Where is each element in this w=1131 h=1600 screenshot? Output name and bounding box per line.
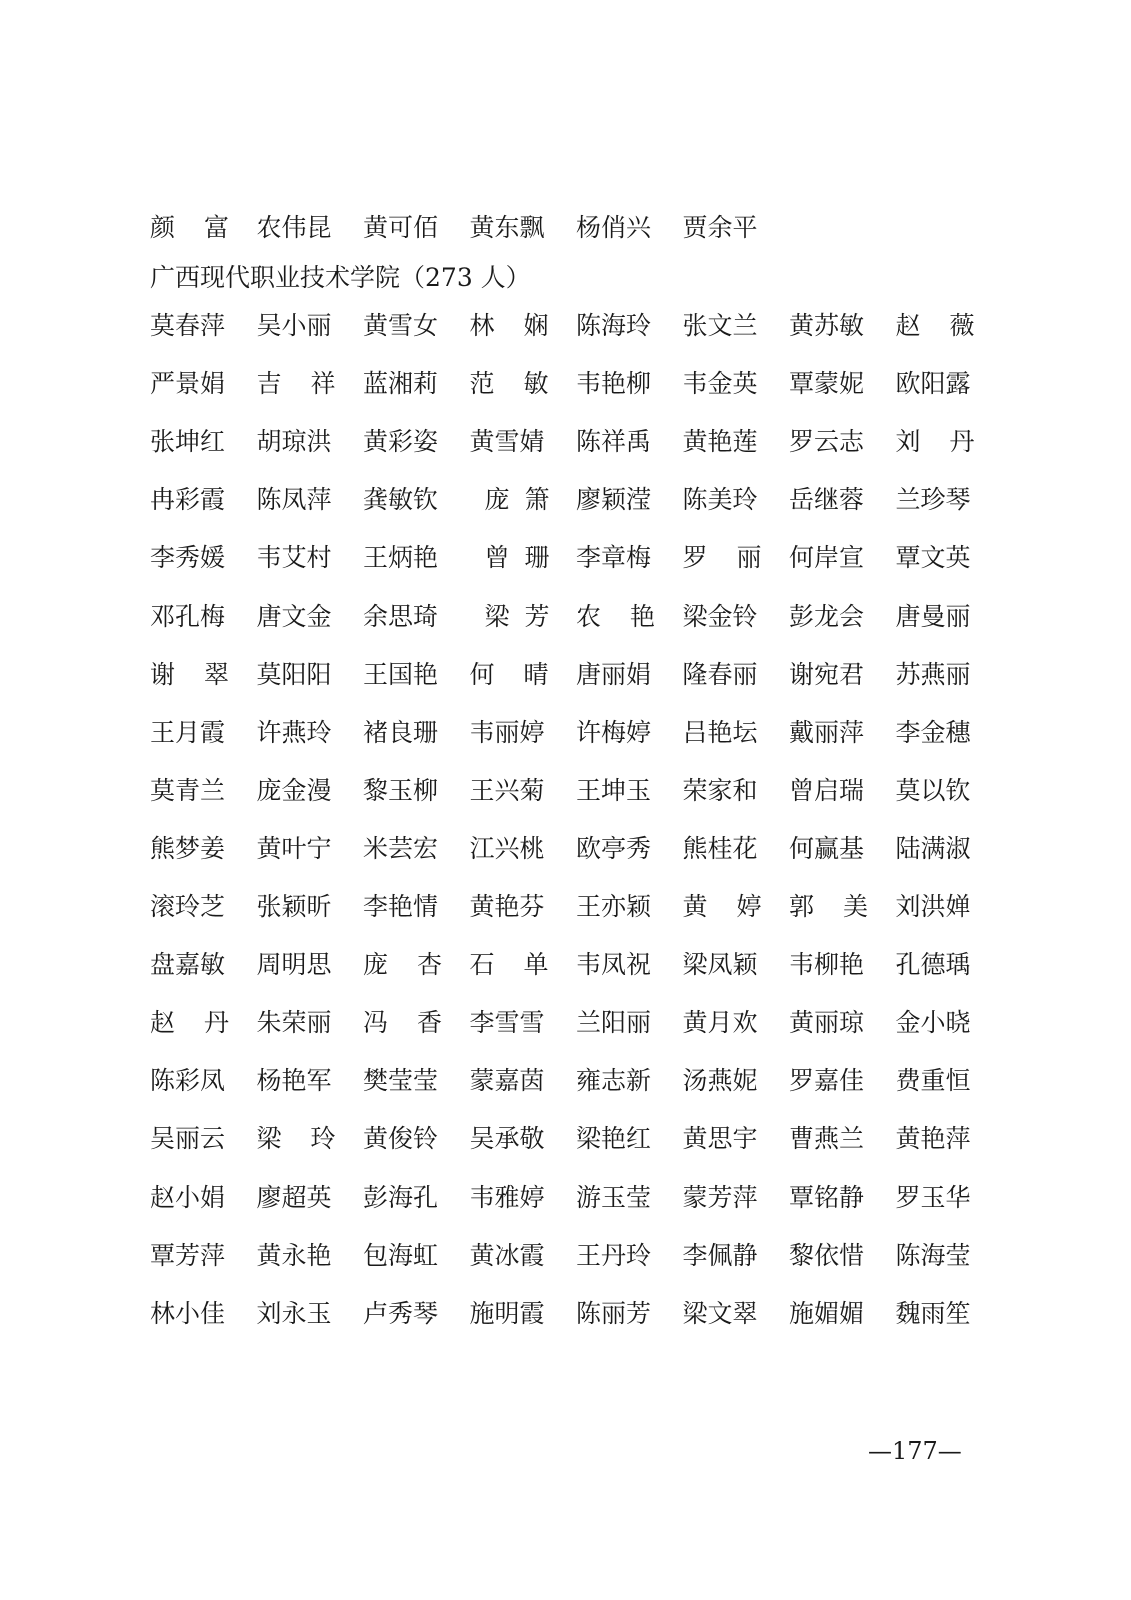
- name-entry: 曾 珊: [484, 543, 550, 573]
- name-entry: 莫青兰: [150, 775, 226, 805]
- name-entry: 孔德瑀: [895, 950, 971, 980]
- name-entry: 冉彩霞: [150, 485, 226, 515]
- name-entry: 龚敏钦: [363, 485, 439, 515]
- name-entry: 熊桂花: [682, 833, 758, 863]
- name-entry: 隆春丽: [682, 659, 758, 689]
- name-entry: 李雪雪: [469, 1008, 545, 1038]
- name-entry: 汤燕妮: [682, 1066, 758, 1096]
- name-entry: 韦凤祝: [576, 950, 652, 980]
- name-row: [150, 597, 1002, 637]
- name-entry: 刘 丹: [895, 427, 975, 457]
- name-entry: 韦雅婷: [469, 1182, 545, 1212]
- name-entry: 黄艳莲: [682, 427, 758, 457]
- name-entry: 何赢基: [789, 833, 865, 863]
- name-entry: 蓝湘莉: [363, 369, 439, 399]
- name-entry: 庞 杏: [363, 950, 442, 980]
- name-entry: 王坤玉: [576, 775, 652, 805]
- name-row: [150, 306, 1002, 346]
- name-entry: 刘洪婵: [895, 892, 971, 921]
- name-entry: 吉 祥: [256, 369, 336, 399]
- name-entry: 覃蒙妮: [789, 369, 865, 399]
- name-entry: 戴丽萍: [789, 717, 865, 747]
- name-entry: 覃铭静: [789, 1182, 865, 1212]
- name-entry: 陈祥禹: [576, 427, 652, 457]
- name-entry: 褚良珊: [363, 717, 439, 747]
- name-entry: 周明思: [256, 950, 332, 980]
- name-row: [150, 771, 1002, 811]
- page-number: —177—: [868, 1437, 962, 1465]
- name-entry: 谢 翠: [150, 659, 229, 689]
- name-entry: 蒙芳萍: [682, 1182, 758, 1212]
- name-entry: 贾余平: [682, 213, 758, 242]
- name-entry: 熊梦姜: [150, 833, 226, 863]
- name-row-continued: [150, 208, 789, 248]
- name-entry: 黄永艳: [256, 1240, 332, 1270]
- name-entry: 费重恒: [895, 1066, 971, 1096]
- name-entry: 黎依惜: [789, 1240, 865, 1270]
- name-entry: 李金穗: [895, 717, 971, 747]
- name-entry: 陆满淑: [895, 833, 971, 863]
- name-entry: 农 艳: [576, 601, 655, 631]
- name-entry: 曹燕兰: [789, 1124, 865, 1154]
- section-heading: 广西现代职业技术学院（273 人）: [150, 263, 531, 292]
- name-entry: 严景娟: [150, 369, 226, 399]
- name-entry: 石 单: [469, 950, 549, 980]
- name-row: [150, 422, 1002, 462]
- name-entry: 黄俊铃: [363, 1124, 439, 1154]
- name-entry: 欧亭秀: [576, 833, 652, 863]
- name-entry: 黄艳芬: [469, 892, 545, 921]
- name-entry: 包海虹: [363, 1240, 439, 1270]
- name-entry: 兰阳丽: [576, 1008, 652, 1038]
- name-entry: 吴丽云: [150, 1124, 226, 1154]
- name-entry: 罗玉华: [895, 1182, 971, 1212]
- name-entry: 张颖昕: [256, 892, 332, 921]
- name-entry: 李艳情: [363, 892, 439, 921]
- name-entry: 岳继蓉: [789, 485, 865, 515]
- name-row: [150, 1294, 1002, 1334]
- name-entry: 刘永玉: [256, 1298, 332, 1328]
- name-entry: 黄思宇: [682, 1124, 758, 1154]
- name-row: [150, 829, 1002, 869]
- name-entry: 兰珍琴: [895, 485, 971, 515]
- name-entry: 梁艳红: [576, 1124, 652, 1154]
- name-entry: 杨俏兴: [576, 213, 652, 242]
- name-entry: 谢宛君: [789, 659, 865, 689]
- name-entry: 游玉莹: [576, 1182, 652, 1212]
- name-entry: 吴承敬: [469, 1124, 545, 1154]
- name-entry: 吕艳坛: [682, 717, 758, 747]
- name-entry: 盘嘉敏: [150, 950, 226, 980]
- name-row: [150, 945, 1002, 985]
- name-entry: 苏燕丽: [895, 659, 971, 689]
- name-entry: 彭海孔: [363, 1182, 439, 1212]
- name-entry: 莫以钦: [895, 775, 971, 805]
- name-entry: 黄东飘: [469, 213, 545, 242]
- name-entry: 陈海莹: [895, 1240, 971, 1270]
- name-entry: 黄叶宁: [256, 833, 332, 863]
- name-entry: 赵 丹: [150, 1008, 229, 1038]
- name-entry: 王丹玲: [576, 1240, 652, 1270]
- name-entry: 江兴桃: [469, 833, 545, 863]
- name-entry: 许燕玲: [256, 717, 332, 747]
- name-entry: 吴小丽: [256, 311, 332, 340]
- name-entry: 米芸宏: [363, 833, 439, 863]
- name-entry: 唐文金: [256, 601, 332, 631]
- name-entry: 张文兰: [682, 311, 758, 340]
- name-row: [150, 1119, 1002, 1159]
- name-entry: 王兴菊: [469, 775, 545, 805]
- name-entry: 赵小娟: [150, 1182, 226, 1212]
- name-entry: 杨艳军: [256, 1066, 332, 1096]
- name-entry: 胡琼洪: [256, 427, 332, 457]
- name-entry: 朱荣丽: [256, 1008, 332, 1038]
- name-entry: 韦艳柳: [576, 369, 652, 399]
- name-entry: 陈彩凤: [150, 1066, 226, 1096]
- name-entry: 施媚媚: [789, 1298, 865, 1328]
- name-entry: 王炳艳: [363, 543, 439, 573]
- name-entry: 黄彩姿: [363, 427, 439, 457]
- name-entry: 蒙嘉茵: [469, 1066, 545, 1096]
- name-entry: 李章梅: [576, 543, 652, 573]
- name-entry: 陈凤萍: [256, 485, 332, 515]
- name-entry: 王月霞: [150, 717, 226, 747]
- name-entry: 樊莹莹: [363, 1066, 439, 1096]
- name-entry: 陈海玲: [576, 311, 652, 340]
- name-entry: 黄可佰: [363, 213, 439, 242]
- name-entry: 郭 美: [789, 892, 868, 921]
- name-entry: 荣家和: [682, 775, 758, 805]
- name-entry: 农伟昆: [256, 213, 332, 242]
- name-entry: 李佩静: [682, 1240, 758, 1270]
- name-entry: 魏雨笙: [895, 1298, 971, 1328]
- name-entry: 余思琦: [363, 601, 439, 631]
- name-entry: 范 敏: [469, 369, 549, 399]
- name-entry: 黄 婷: [682, 892, 762, 921]
- name-entry: 罗云志: [789, 427, 865, 457]
- name-entry: 王国艳: [363, 659, 439, 689]
- name-row: [150, 713, 1002, 753]
- name-entry: 莫阳阳: [256, 659, 332, 689]
- name-row: [150, 1178, 1002, 1218]
- name-entry: 何 晴: [469, 659, 549, 689]
- name-entry: 陈美玲: [682, 485, 758, 515]
- name-row: [150, 480, 1002, 520]
- name-row: [150, 655, 1002, 695]
- name-entry: 黄雪婧: [469, 427, 545, 457]
- name-entry: 罗 丽: [682, 543, 762, 573]
- name-entry: 韦金英: [682, 369, 758, 399]
- name-entry: 彭龙会: [789, 601, 865, 631]
- name-entry: 林 娴: [469, 311, 549, 340]
- name-entry: 庞 箫: [484, 485, 550, 515]
- name-entry: 廖超英: [256, 1182, 332, 1212]
- name-entry: 梁 玲: [256, 1124, 336, 1154]
- name-entry: 黄月欢: [682, 1008, 758, 1038]
- name-entry: 黄雪女: [363, 311, 439, 340]
- name-row: [150, 1061, 1002, 1101]
- name-row: [150, 1003, 1002, 1043]
- name-entry: 许梅婷: [576, 717, 652, 747]
- name-entry: 庞金漫: [256, 775, 332, 805]
- name-entry: 覃芳萍: [150, 1240, 226, 1270]
- name-entry: 张坤红: [150, 427, 226, 457]
- name-entry: 黎玉柳: [363, 775, 439, 805]
- name-entry: 梁文翠: [682, 1298, 758, 1328]
- name-entry: 冯 香: [363, 1008, 442, 1038]
- name-entry: 韦艾村: [256, 543, 332, 573]
- name-entry: 梁 芳: [484, 601, 550, 631]
- name-entry: 何岸宣: [789, 543, 865, 573]
- name-entry: 卢秀琴: [363, 1298, 439, 1328]
- name-entry: 黄丽琼: [789, 1008, 865, 1038]
- name-entry: 欧阳露: [895, 369, 971, 399]
- name-row: [150, 364, 1002, 404]
- name-entry: 施明霞: [469, 1298, 545, 1328]
- name-entry: 梁凤颖: [682, 950, 758, 980]
- name-entry: 滚玲芝: [150, 892, 226, 921]
- name-entry: 梁金铃: [682, 601, 758, 631]
- name-entry: 邓孔梅: [150, 601, 226, 631]
- name-entry: 李秀媛: [150, 543, 226, 573]
- name-entry: 林小佳: [150, 1298, 226, 1328]
- name-entry: 黄艳萍: [895, 1124, 971, 1154]
- name-entry: 莫春萍: [150, 311, 226, 340]
- name-entry: 王亦颖: [576, 892, 652, 921]
- name-entry: 韦丽婷: [469, 717, 545, 747]
- name-entry: 曾启瑞: [789, 775, 865, 805]
- name-entry: 黄苏敏: [789, 311, 865, 340]
- name-entry: 廖颖滢: [576, 485, 652, 515]
- name-entry: 陈丽芳: [576, 1298, 652, 1328]
- name-entry: 金小晓: [895, 1008, 971, 1038]
- name-entry: 颜 富: [150, 213, 229, 242]
- name-entry: 韦柳艳: [789, 950, 865, 980]
- name-entry: 赵 薇: [895, 311, 975, 340]
- name-entry: 罗嘉佳: [789, 1066, 865, 1096]
- name-entry: 唐丽娟: [576, 659, 652, 689]
- name-entry: 黄冰霞: [469, 1240, 545, 1270]
- name-entry: 覃文英: [895, 543, 971, 573]
- name-row: [150, 887, 1002, 927]
- name-row: [150, 1236, 1002, 1276]
- name-entry: 唐曼丽: [895, 601, 971, 631]
- name-entry: 雍志新: [576, 1066, 652, 1096]
- name-row: [150, 538, 1002, 578]
